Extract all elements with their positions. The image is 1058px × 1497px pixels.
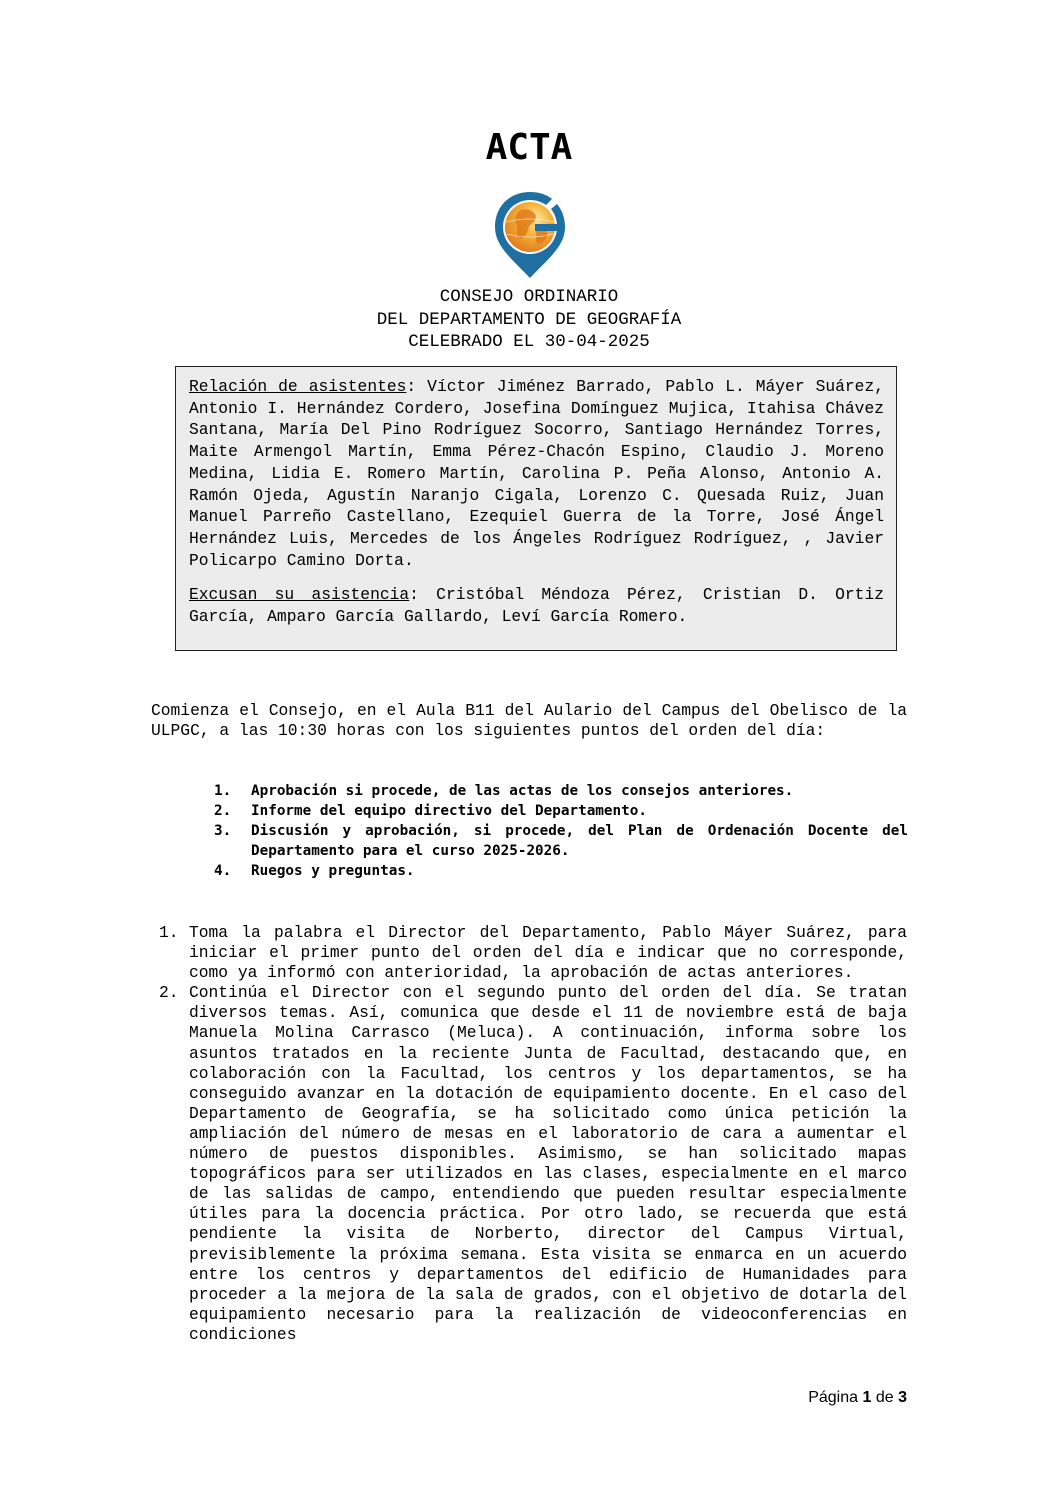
agenda-item-text: Ruegos y preguntas. xyxy=(251,863,415,879)
minutes-point xyxy=(151,983,907,1345)
agenda-item-text: Informe del equipo directivo del Departamento. xyxy=(251,803,647,819)
minutes-points-list xyxy=(151,923,907,1345)
agenda-item-number: 1. xyxy=(214,783,232,799)
attendees-excused-label: Excusan su asistencia xyxy=(189,585,410,605)
agenda-item-text: Discusión y aprobación, si procede, del Plan de Ordenación Docente del Departamento para el curso 2025-2026. xyxy=(251,823,908,859)
agenda-item xyxy=(214,781,908,801)
minutes-point-text: Toma la palabra el Director del Departamento, Pablo Máyer Suárez, para iniciar el primer punto del orden del día e indicar que no corresponde, como ya informó con anterioridad, la aprobación de actas anteriores. xyxy=(189,923,907,983)
agenda-item xyxy=(214,861,908,881)
minutes-point-number: 1. xyxy=(159,923,179,942)
page-word: Página xyxy=(808,1389,859,1406)
agenda-item-text: Aprobación si procede, de las actas de los consejos anteriores. xyxy=(251,783,794,799)
attendees-present-label: Relación de asistentes xyxy=(189,377,407,396)
attendees-excused xyxy=(189,584,884,627)
attendance-box xyxy=(175,366,897,651)
total-pages-number: 3 xyxy=(898,1389,907,1406)
meeting-header xyxy=(0,286,1058,354)
agenda-item-number: 3. xyxy=(214,823,232,839)
page-number-footer xyxy=(808,1388,907,1408)
minutes-point-number: 2. xyxy=(159,983,179,1003)
meeting-header-line: DEL DEPARTAMENTO DE GEOGRAFÍA xyxy=(376,309,682,330)
of-word: de xyxy=(875,1389,894,1406)
minutes-point-text: Continúa el Director con el segundo punto del orden del día. Se tratan diversos temas. Así, comunica que desde el 11 de noviembre está de baja Manuela Molina Carrasco (Meluca). A continuación, informa sobre los asuntos tratados en la reciente Junta de Facultad, destacando que, en colaboración con la Facultad, los centros y los departamentos, se ha conseguido avanzar en la dotación de equipamiento docente. En el caso del Departamento de Geografía, se ha solicitado como única petición la ampliación del número de mesas en el laboratorio de cara a aumentar el número de puestos disponibles. Asimismo, se han solicitado mapas topográficos para ser utilizados en las clases, especialmente en el marco de las salidas de campo, entendiendo que pueden resultar especialmente útiles para la docencia práctica. Por otro lado, se recuerda que está pendiente la visita de Norberto, director del Campus Virtual, previsiblemente la próxima semana. Esta visita se enmarca en un acuerdo entre los centros y departamentos del edificio de Humanidades para proceder a la mejora de la sala de grados, con el objetivo de dotarla del equipamiento necesario para la realización de videoconferencias en condiciones xyxy=(189,983,907,1344)
meeting-intro: Comienza el Consejo, en el Aula B11 del Aulario del Campus del Obelisco de la ULPGC, a las 10:30 horas con los siguientes puntos del orden del día: xyxy=(151,701,907,740)
document-title: ACTA xyxy=(485,127,573,168)
attendees-present-list: : Víctor Jiménez Barrado, Pablo L. Máyer Suárez, Antonio I. Hernández Cordero, Josefina Domínguez Mujica, Itahisa Chávez Santana, María Del Pino Rodríguez Socorro, Santiago Hernández Torres, Maite Armengol Martín, Emma Pérez-Chacón Espino, Claudio J. Moreno Medina, Lidia E. Romero Martín, Carolina P. Peña Alonso, Antonio A. Ramón Ojeda, Agustín Naranjo Cigala, Lorenzo C. Quesada Ruiz, Juan Manuel Parreño Castellano, Ezequiel Guerra de la Torre, José Ángel Hernández Luis, Mercedes de los Ángeles Rodríguez Rodríguez, , Javier Policarpo Camino Dorta. xyxy=(189,377,884,570)
attendees-excused-list: : Cristóbal Méndoza Pérez, Cristian D. Ortiz García, Amparo García Gallardo, Leví García Romero. xyxy=(189,585,884,627)
meeting-header-line: CELEBRADO EL 30-04-2025 xyxy=(408,332,650,352)
agenda-item xyxy=(214,801,908,821)
current-page-number: 1 xyxy=(862,1389,872,1406)
meeting-header-line: CONSEJO ORDINARIO xyxy=(439,287,619,307)
agenda-list xyxy=(214,781,908,881)
agenda-item-number: 2. xyxy=(214,803,232,819)
attendees-present xyxy=(189,376,884,571)
agenda-item xyxy=(214,821,908,861)
minutes-point xyxy=(151,923,907,983)
agenda-item-number: 4. xyxy=(214,863,232,879)
geography-department-globe-logo xyxy=(491,188,569,280)
